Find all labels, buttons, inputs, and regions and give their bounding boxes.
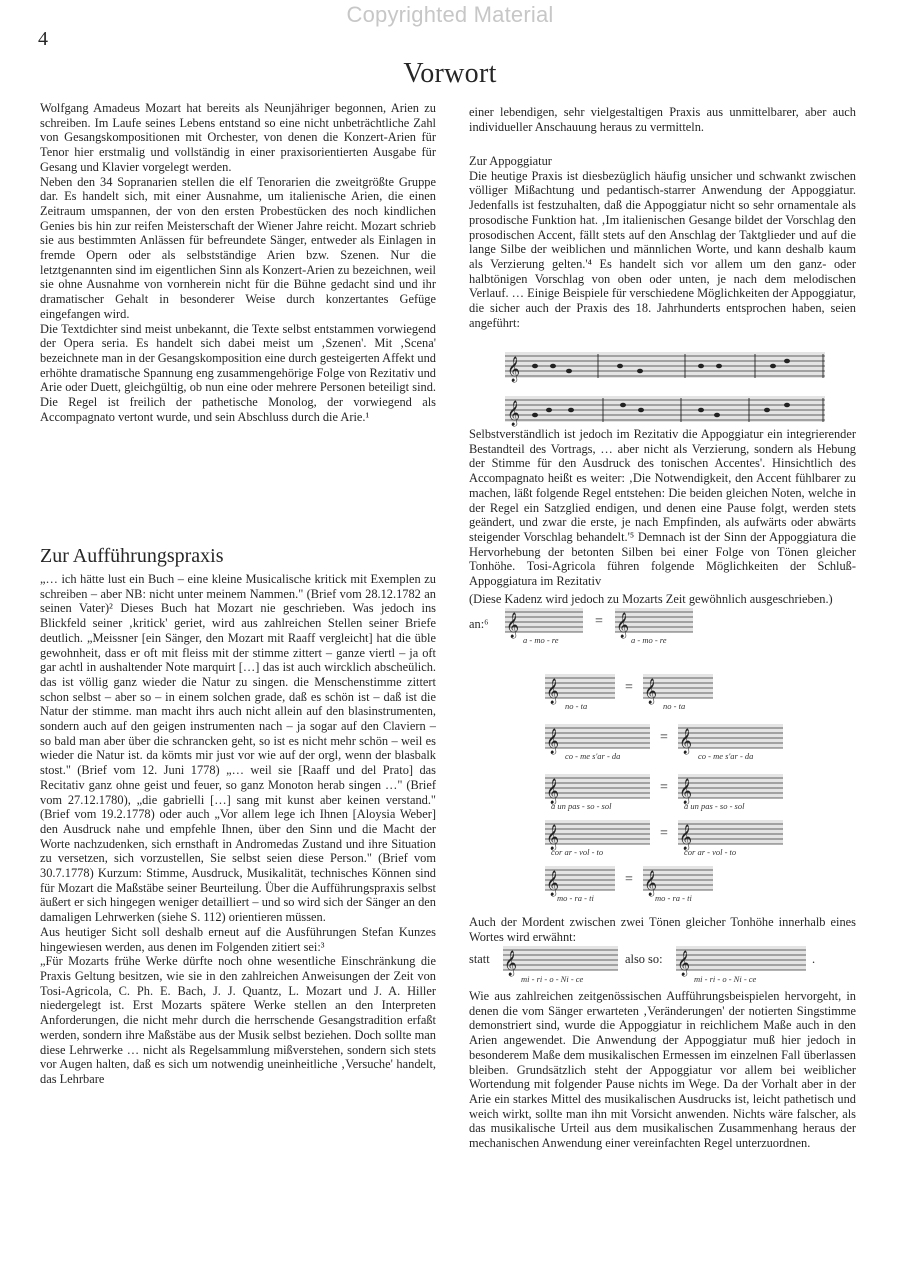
paragraph: Die Textdichter sind meist unbekannt, die Texte selbst entstammen vorwiegend der Opera seria. Es handelt sich dabei meist um ‚Szenen'. Mit ‚Scena' bezeichnete man in der Gesangskomposition eine durch gesteigerten Affekt und erhöhte dramatische Spannung eng zusammengehörige Folge von Rezitativ und Arie oder Duett, gleichgültig, ob nun eine oder mehrere Personen beteiligt sind. Die Regel ist freilich der pathetische Monolog, der vorwiegend als Accompagnato vertont wurde, und sein Abschluss durch die Arie.¹ (40, 321, 436, 424)
paragraph: Neben den 34 Sopranarien stellen die elf Tenorarien die zweitgrößte Gruppe dar. Es handelt sich, mit einer Ausnahme, um italienische Arien, die einen Zeitraum umspannen, der von den ersten Probestücken des noch kindlichen Genies bis hin zur reifen Meisterschaft der Wiener Jahre reicht. Mozart schrieb sie aus bestimmten Anlässen für befreundete Sänger, entweder als Einlagen in fremde Opern oder als selbstständige Arien bzw. Szenen. Nur die letztgenannten sind im eigentlichen Sinn als Konzert-Arien zu bezeichnen, weil sie ohne Ausnahme von vornherein nicht für die Bühne gedacht sind und ihr dramatischer Gehalt in besonderer Weise durch konzertantes Gefüge eingefangen wird. (40, 174, 436, 321)
equals-sign: = (595, 614, 603, 629)
lyrics: mo - ra - ti (557, 893, 594, 903)
svg-text:𝄞: 𝄞 (506, 613, 520, 638)
svg-text:𝄞: 𝄞 (616, 613, 630, 638)
svg-text:𝄞: 𝄞 (644, 871, 658, 896)
equals-sign: = (660, 730, 668, 745)
recitative-paragraph: Selbstverständlich ist jedoch im Rezitativ die Appoggiatur ein integrierender Bestandteil des Vortrags, … aber nicht als Verzierung, sondern als Hebung der Stimme für den Ausdruck des tonischen Accentes'. Hinsichtlich des Accompagnato heißt es weiter: ‚Die Notwendigkeit, den Accent fühlbarer zu machen, läßt folgende Regel entstehen: Die beiden gleichen Noten, welche in der Regel ein Satzglied endigen, und denen eine Pause folgt, werden stets geändert, und zwar die erste, je nach Empfinden, als aufwärts oder abwärts steigender Vorschlag behandelt.'⁵ Demnach ist der Sinn der Appoggiatura die Hervorhebung der betonten Silben bei einer Folge von Tönen gleicher Tonhöhe. Tosi-Agricola führen folgende Möglichkeiten der Schluß-Appoggiatura im Rezitativ (469, 427, 856, 589)
lyrics: mi - ri - o - Ni - ce (694, 974, 757, 984)
cadence-example-4 (545, 818, 785, 858)
svg-text:𝄞: 𝄞 (679, 729, 693, 754)
svg-text:𝄞: 𝄞 (546, 679, 560, 704)
svg-text:𝄞: 𝄞 (546, 825, 560, 850)
example-intro: an:⁶ (469, 617, 489, 631)
lyrics: no - ta (565, 701, 588, 711)
lyrics: a - mo - re (631, 635, 667, 645)
intro-section (40, 101, 436, 424)
paragraph: Wolfgang Amadeus Mozart hat bereits als Neunjähriger begonnen, Arien zu schreiben. Im Laufe seines Lebens entstand so eine nicht unbeträchtliche Zahl von Gesangskompositionen mit Orchester, von denen die Konzert-Arien für Tenor hier erstmalig und vollständig in einer praxisorientierten Ausgabe für Gesang und Klavier vorgelegt werden. (40, 101, 436, 174)
equals-sign: = (660, 826, 668, 841)
example-label-also-so: also so: (625, 952, 663, 966)
cadence-example-5 (545, 864, 715, 904)
music-example-1 (505, 350, 825, 380)
paragraph: „Für Mozarts frühe Werke dürfte noch ohne wesentliche Einschränkung die Praxis Geltung besitzen, wie sie in den zahlreichen Anweisungen der Zeit von Tosi-Agricola, C. Ph. E. Bach, J. J. Quantz, L. Mozart und J. A. Hiller niedergelegt ist. Erst Mozarts spätere Werke stellen an den Interpreten Anforderungen, die nicht mehr durch die herrschende Gesangstradition erfaßt werden, sondern ihre Maßstäbe aus der Musik selbst beziehen. Doch sollte man diese Lehrwerke … nicht als Regelsammlung mißverstehen, sondern sich stets vor Augen halten, daß es sich um notwendig uneinheitliche ‚Versuche' handelt, das Lehrbare (40, 954, 436, 1086)
svg-text:𝄞: 𝄞 (644, 679, 658, 704)
equals-sign: = (625, 872, 633, 887)
lyrics: mo - ra - ti (655, 893, 692, 903)
lyrics: co - me s'ar - da (565, 751, 621, 761)
music-example-amore (505, 606, 695, 646)
cadence-note: (Diese Kadenz wird jedoch zu Mozarts Zeit gewöhnlich ausgeschrieben.) (469, 592, 833, 606)
cadence-example-1 (545, 672, 715, 712)
final-paragraph: Wie aus zahlreichen zeitgenössischen Aufführungsbeispielen hervorgeht, in denen die vom Sänger erwarteten ‚Veränderungen' der notierten Singstimme demonstriert sind, wurde die Appoggiatur in reichlichem Maße auch in den Arien angewendet. Die Anwendung der Appoggiatur muß hier jedoch in besonderem Maße dem musikalischen Ermessen im einzelnen Fall überlassen bleiben. Grundsätzlich steht der Appoggiatur vor allem bei weiblicher Wortendung mit folgender Pause nichts im Wege. Da der Vorhalt aber in der Arie ein starkes Mittel des musikalischen Ausdrucks ist, leicht pathetisch und weich wirkt, sollte man ihn mit Vorsicht anwenden. Nichts wäre falscher, als das musikalische Urteil aus dem musikalischen Zusammenhang heraus der mechanischen Anwendung einer vereinfachten Regel unterzuordnen. (469, 989, 856, 1151)
lyrics: a un pas - so - sol (684, 801, 745, 811)
svg-text:𝄞: 𝄞 (546, 871, 560, 896)
svg-text:𝄞: 𝄞 (679, 779, 693, 804)
lyrics: a un pas - so - sol (551, 801, 612, 811)
svg-text:𝄞: 𝄞 (504, 951, 518, 976)
mordent-example-2 (676, 944, 808, 986)
appoggiatur-section (469, 154, 856, 330)
mordent-example-1 (503, 944, 621, 986)
period-mark: . (812, 952, 816, 966)
page-number: 4 (38, 28, 48, 50)
equals-sign: = (625, 680, 633, 695)
music-example-2 (505, 394, 825, 424)
paragraph: Aus heutiger Sicht soll deshalb erneut auf die Ausführungen Stefan Kunzes hingewiesen werden, aus denen im Folgenden zitiert sei:³ (40, 924, 436, 954)
svg-text:𝄞: 𝄞 (546, 779, 560, 804)
lyrics: cor ar - vol - to (551, 847, 604, 857)
lyrics: co - me s'ar - da (698, 751, 754, 761)
example-label-statt: statt (469, 952, 490, 966)
svg-text:𝄞: 𝄞 (546, 729, 560, 754)
equals-sign: = (660, 780, 668, 795)
svg-text:𝄞: 𝄞 (507, 357, 521, 382)
lyrics: cor ar - vol - to (684, 847, 737, 857)
copyright-watermark: Copyrighted Material (346, 2, 554, 27)
continuation-paragraph: einer lebendigen, sehr vielgestaltigen Praxis aus unmittelbarer, aber auch individueller Anschauung heraus zu vermitteln. (469, 105, 856, 134)
lyrics: no - ta (663, 701, 686, 711)
paragraph: Die heutige Praxis ist diesbezüglich häufig unsicher und schwankt zwischen völliger Mißachtung und pedantisch-starrer Anwendung der Appoggiatur. Jedenfalls ist festzuhalten, daß die Appoggiatur nicht so sehr ornamentale als prosodische Funktion hat. ‚Im italienischen Gesange bildet der Vorschlag den prosodischen Accent, fällt stets auf den Anschlag der Taktglieder und auf die lange Silbe der weiblichen und männlichen Worte, und kann deshalb kaum als Verzierung gelten.'⁴ Es handelt sich vor allem um den ganz- oder halbtönigen Vorschlag von oben oder unten, je nach dem melodischen Verlauf. … Einige Beispiele für verschiedene Möglichkeiten der Appoggiatur, die sicher auch der Praxis des 18. Jahrhunderts entsprochen haben, seien angeführt: (469, 168, 856, 330)
subheading: Zur Appoggiatur (469, 154, 552, 168)
svg-text:𝄞: 𝄞 (507, 401, 521, 426)
mordent-paragraph: Auch der Mordent zwischen zwei Tönen gleicher Tonhöhe innerhalb eines Wortes wird erwähnt: (469, 915, 856, 944)
performance-section (40, 572, 436, 1087)
cadence-example-3 (545, 772, 785, 812)
lyrics: mi - ri - o - Ni - ce (521, 974, 584, 984)
lyrics: a - mo - re (523, 635, 559, 645)
paragraph: „… ich hätte lust ein Buch – eine kleine Musicalische kritick mit Exemplen zu schreiben – aber NB: nicht unter meinem Nammen." (Brief vom 28.12.1782 an seinen Vater)² Dieses Buch hat Mozart nie geschrieben. Was jedoch ins Blickfeld seiner ‚kritick' geriet, wird aus zahlreichen Stellen seiner Briefe deutlich. „Meissner [ein Sänger, den Mozart mit Raaff vergleicht] hat die üble gewohnheit, dass er oft mit fleiss mit der stimme zittert – ganze viertl – ja oft gar achtl in aushaltender Note marquirt […] das ist auch wircklich abscheülich. das ist völlig ganz wieder die Natur zu singen. die Menschenstimme zittert schon selbst – aber so – in einem solchen grade, daß es schön ist – daß ist die Natur der stimme. man macht ihrs auch nicht allein auf den blasinstrumenten, sondern auch auf den geigen instrumenten nach – ja sogar auf den Claviern – so bald man aber über die schrancken geht, so ist es nicht mehr schön – weil es wieder die Natur ist. da kömts mir just vor wie auf der orgl, wenn der blasbalk stost." (Brief vom 12. Juni 1778) „… weil sie [Raaff und del Prato] das Recitativ ganz ohne geist und feuer, so ganz Monoton herab singen …" (Brief vom 27.12.1780), „die gabrielli […] sang mit kunst aber keinen verstand." (Brief vom 19.2.1778) oder auch „Vor allem lege ich Ihnen [Aloysia Weber] den Ausdruck nahe und empfehle Ihnen, über den Sinn und die Macht der Worte nachzudenken, sich ernsthaft in Andromedas Zustand und ihre Situation zu versetzen, sich vorzustellen, Sie selbst seien diese Person." (Brief vom 30.7.1778) Kurzum: Stimme, Ausdruck, Musikalität, technisches Können sind für Mozart die Maßstäbe seiner Beurteilung. Über die Aufführungspraxis selbst äußert er sich hingegen weniger detailliert – und so wird sich der Sänger an den damaligen Lehrwerken (siehe S. 112) orientieren müssen. (40, 572, 436, 925)
page-title: Vorwort (403, 58, 497, 89)
section-heading: Zur Aufführungspraxis (40, 545, 224, 567)
cadence-example-2 (545, 722, 785, 762)
svg-text:𝄞: 𝄞 (677, 951, 691, 976)
svg-text:𝄞: 𝄞 (679, 825, 693, 850)
